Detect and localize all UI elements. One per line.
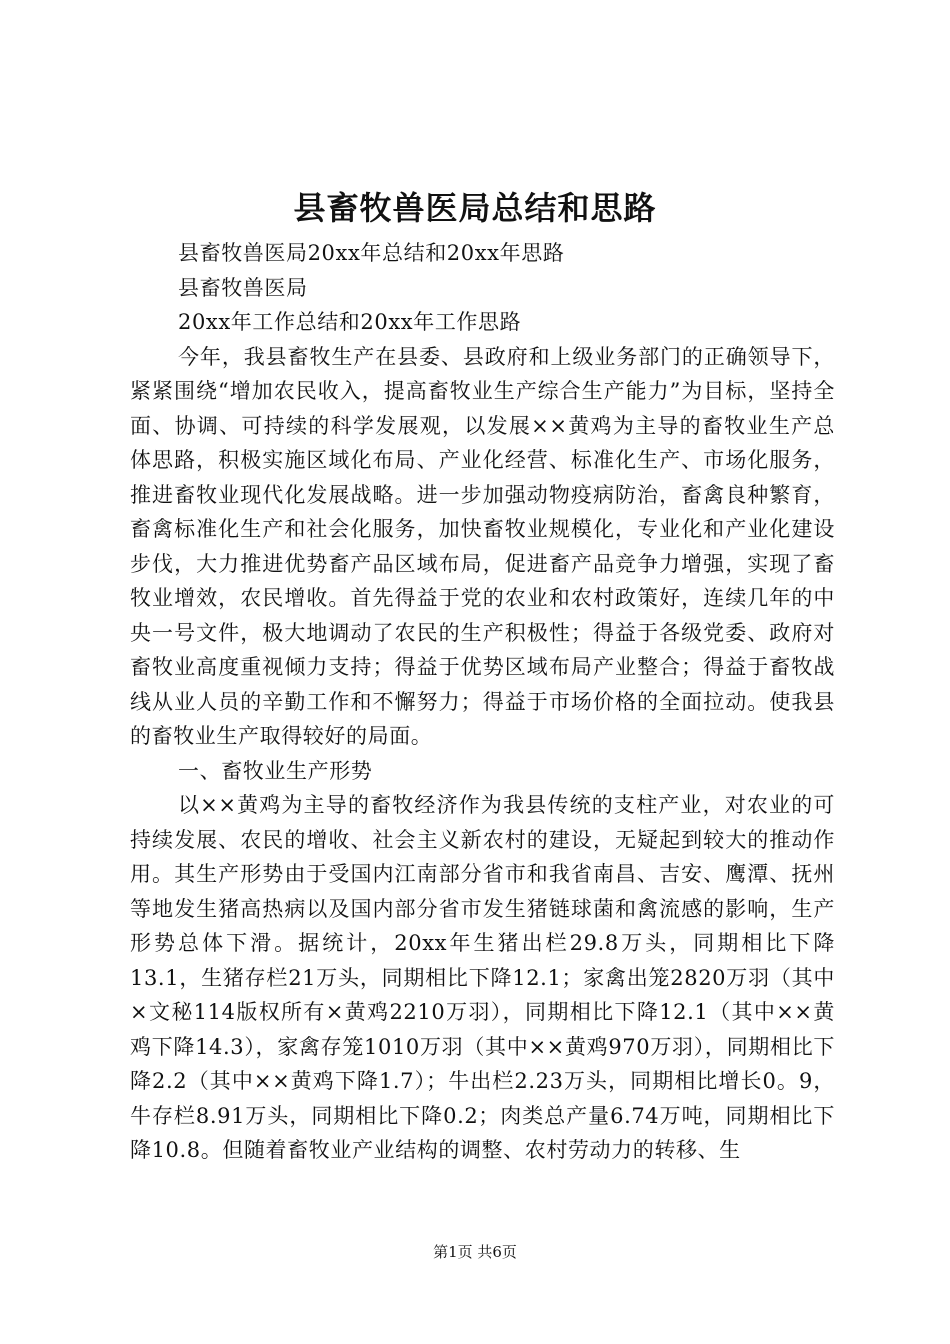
subtitle-line: 县畜牧兽医局20xx年总结和20xx年思路 [178, 241, 565, 265]
production-paragraph: 以××黄鸡为主导的畜牧经济作为我县传统的支柱产业，对农业的可持续发展、农民的增收、社会主义新农村的建设，无疑起到较大的推动作用。其生产形势由于受国内江南部分省市和我省南昌、吉安、鹰潭、抚州等地发生猪高热病以及国内部分省市发生猪链球菌和禽流感的影响，生产形势总体下滑。据统计，20xx年生猪出栏29.8万头，同期相比下降13.1，生猪存栏21万头，同期相比下降12.1；家禽出笼2820万羽（其中×文秘114版权所有×黄鸡2210万羽），同期相比下降12.1（其中××黄鸡下降14.3），家禽存笼1010万羽（其中××黄鸡970万羽），同期相比下降2.2（其中××黄鸡下降1.7）；牛出栏2.23万头，同期相比增长0。9，牛存栏8.91万头，同期相比下降0.2；肉类总产量6.74万吨，同期相比下降10.8。但随着畜牧业产业结构的调整、农村劳动力的转移、生 [130, 793, 835, 1162]
intro-paragraph: 今年，我县畜牧生产在县委、县政府和上级业务部门的正确领导下，紧紧围绕“增加农民收入，提高畜牧业生产综合生产能力”为目标，坚持全面、协调、可持续的科学发展观，以发展××黄鸡为主导的畜牧业生产总体思路，积极实施区域化布局、产业化经营、标准化生产、市场化服务，推进畜牧业现代化发展战略。进一步加强动物疫病防治，畜禽良种繁育，畜禽标准化生产和社会化服务，加快畜牧业规模化，专业化和产业化建设步伐，大力推进优势畜产品区域布局，促进畜产品竞争力增强，实现了畜牧业增效，农民增收。首先得益于党的农业和农村政策好，连续几年的中央一号文件，极大地调动了农民的生产积极性；得益于各级党委、政府对畜牧业高度重视倾力支持；得益于优势区域布局产业整合；得益于畜牧战线从业人员的辛勤工作和不懈努力；得益于市场价格的全面拉动。使我县的畜牧业生产取得较好的局面。 [130, 344, 835, 748]
department-line: 县畜牧兽医局 [178, 275, 308, 300]
document-body [130, 236, 835, 1168]
document-title: 县畜牧兽医局总结和思路 [293, 189, 657, 227]
page-footer: 第1页 共6页 [433, 1243, 517, 1261]
work-summary-line: 20xx年工作总结和20xx年工作思路 [178, 310, 522, 334]
section-heading: 一、畜牧业生产形势 [178, 758, 373, 783]
